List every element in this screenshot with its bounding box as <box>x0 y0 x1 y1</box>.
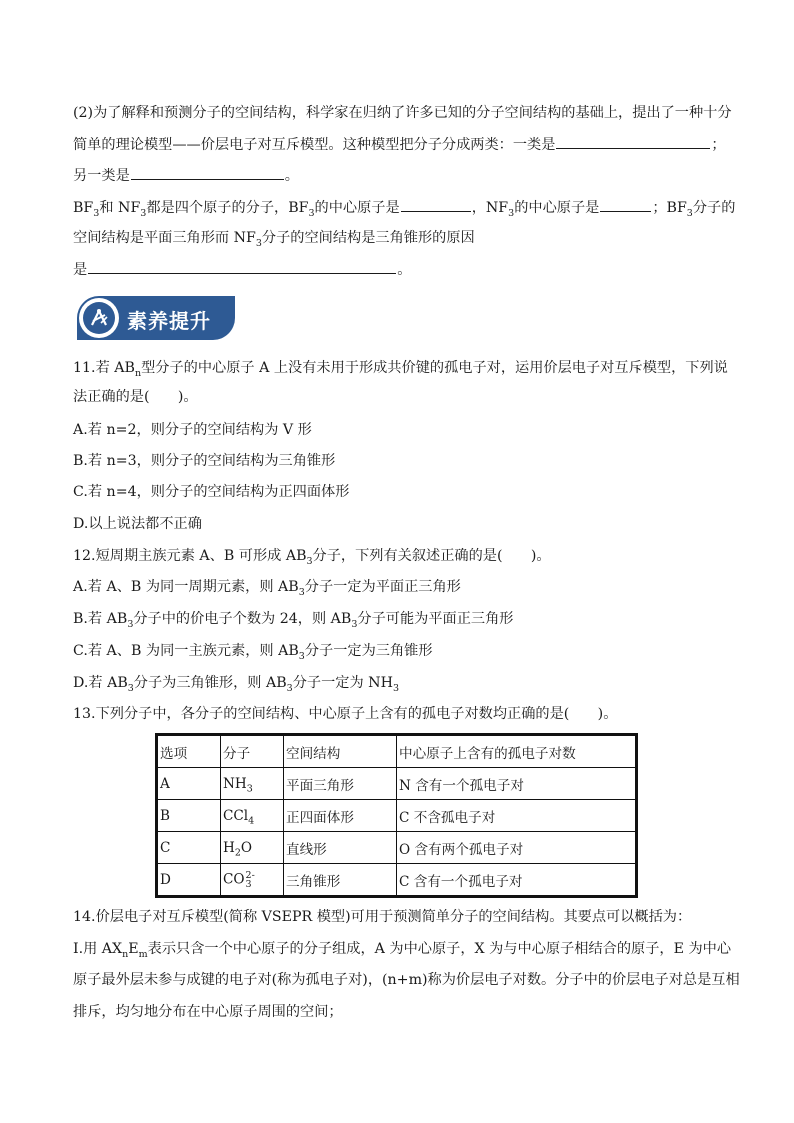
q14-line-2 <box>73 939 732 960</box>
q10-line-2 <box>73 134 726 155</box>
q13-text: 13.下列分子中，各分子的空间结构、中心原子上含有的孤电子对数均正确的是( )。 <box>73 706 618 722</box>
banner-icon-ring <box>79 298 119 338</box>
q10-text: 的中心原子是 <box>514 200 600 216</box>
q10-text: 另一类是 <box>73 168 130 184</box>
subscript: 4 <box>248 815 255 827</box>
cell-shape: 平面三角形 <box>284 768 397 800</box>
q11-stem-line-2 <box>73 387 722 407</box>
table-row <box>157 768 637 800</box>
option-text: D.以上说法都不正确 <box>73 516 202 532</box>
subscript: 2 <box>234 847 241 859</box>
q10-line-4 <box>73 197 736 219</box>
subscript: 3 <box>392 682 399 694</box>
formula: O <box>240 839 253 856</box>
cell-molecule <box>221 800 284 832</box>
table-row <box>157 800 637 832</box>
q10-text: 分子的空间结构是三角锥形的原因 <box>261 230 475 246</box>
header-lone-pairs: 中心原子上含有的孤电子对数 <box>397 735 637 768</box>
subscript: 3 <box>286 682 293 694</box>
section-banner <box>77 296 235 340</box>
compass-ruler-icon <box>83 302 115 334</box>
subscript: 3 <box>351 618 358 630</box>
table-row <box>157 864 637 897</box>
formula: H <box>223 839 235 856</box>
option-text: 分子为三角锥形，则 AB <box>133 675 287 691</box>
subscript: 3 <box>298 586 305 598</box>
subscript: n <box>134 367 142 379</box>
subscript: 3 <box>245 878 252 890</box>
subscript: 3 <box>127 682 134 694</box>
q10-line-5 <box>73 228 722 248</box>
q14-line-4 <box>73 1002 722 1022</box>
cell-molecule <box>221 832 284 864</box>
q12-option-d[interactable] <box>73 673 722 693</box>
option-text: 分子可能为平面正三角形 <box>357 611 514 627</box>
q10-text: 都是四个原子的分子，BF <box>146 200 309 216</box>
q10-text: ，NF <box>471 200 509 216</box>
q12-stem <box>73 546 722 566</box>
q12-option-c[interactable] <box>73 641 722 661</box>
q14-text: Ⅰ.用 AX <box>73 941 123 957</box>
option-text: 分子一定为平面正三角形 <box>304 579 461 595</box>
answer-blank-bf3-center[interactable] <box>401 197 471 212</box>
q12-option-b[interactable] <box>73 609 722 629</box>
cell-molecule <box>221 864 284 897</box>
subscript: m <box>138 948 148 960</box>
cell-shape: 正四面体形 <box>284 800 397 832</box>
cell-shape: 三角锥形 <box>284 864 397 897</box>
superscript: 2- <box>245 869 255 881</box>
ion-charge <box>246 871 255 889</box>
q12-text: 分子，下列有关叙述正确的是( )。 <box>312 548 551 564</box>
table-row <box>157 832 637 864</box>
q10-text: 分子的 <box>692 200 736 216</box>
option-text: 分子一定为 NH <box>292 675 393 691</box>
q13-stem <box>73 704 722 724</box>
q12-text: 12.短周期主族元素 A、B 可形成 AB <box>73 548 307 564</box>
q11-text: 11.若 AB <box>73 360 135 376</box>
answer-blank-nf3-center[interactable] <box>600 197 651 212</box>
option-text: A.若 A、B 为同一周期元素，则 AB <box>73 579 299 595</box>
answer-blank-type-one[interactable] <box>556 134 710 149</box>
subscript: 3 <box>686 207 693 219</box>
q14-text: E <box>128 941 139 957</box>
q13-table <box>155 733 638 898</box>
subscript: n <box>122 948 129 960</box>
q10-text: 。 <box>284 168 299 184</box>
option-text: D.若 AB <box>73 675 128 691</box>
cell-molecule <box>221 768 284 800</box>
option-text: C.若 n=4，则分子的空间结构为正四面体形 <box>73 484 350 500</box>
q10-line-3 <box>73 165 722 186</box>
header-option: 选项 <box>157 735 221 768</box>
q11-option-a[interactable] <box>73 420 722 440</box>
cell-lone-pairs: C 不含孤电子对 <box>397 800 637 832</box>
q12-option-a[interactable] <box>73 577 722 597</box>
cell-option: B <box>157 800 221 832</box>
option-text: 分子一定为三角锥形 <box>304 643 433 659</box>
subscript: 3 <box>127 618 134 630</box>
subscript: 3 <box>306 555 313 567</box>
option-text: 分子中的价电子个数为 24，则 AB <box>133 611 352 627</box>
option-text: C.若 A、B 为同一主族元素，则 AB <box>73 643 299 659</box>
q10-text: 是 <box>73 262 88 278</box>
subscript: 3 <box>246 783 253 795</box>
q14-line-3 <box>73 970 740 990</box>
cell-lone-pairs: O 含有两个孤电子对 <box>397 832 637 864</box>
q10-text: 空间结构是平面三角形而 NF <box>73 230 256 246</box>
cell-lone-pairs: N 含有一个孤电子对 <box>397 768 637 800</box>
subscript: 3 <box>255 237 262 249</box>
q11-option-b[interactable] <box>73 451 722 471</box>
cell-shape: 直线形 <box>284 832 397 864</box>
q10-text: 简单的理论模型——价层电子对互斥模型。这种模型把分子分成两类：一类是 <box>73 137 556 153</box>
q10-text: ；BF <box>652 200 687 216</box>
subscript: 3 <box>308 207 315 219</box>
option-text: A.若 n=2，则分子的空间结构为 V 形 <box>73 422 312 438</box>
q10-text: ； <box>711 137 726 153</box>
q14-text: 14.价层电子对互斥模型(简称 VSEPR 模型)可用于预测简单分子的空间结构。其要点可以概括为： <box>73 909 692 925</box>
subscript: 3 <box>298 650 305 662</box>
formula: NH <box>223 775 247 792</box>
q14-line-1 <box>73 907 722 927</box>
q10-text: 。 <box>397 262 412 278</box>
subscript: 3 <box>140 207 147 219</box>
q11-option-d[interactable] <box>73 514 722 534</box>
q10-line-1 <box>73 103 732 123</box>
q10-text: 和 NF <box>99 200 141 216</box>
section-title: 素养提升 <box>127 309 211 333</box>
option-text: B.若 AB <box>73 611 128 627</box>
cell-option: C <box>157 832 221 864</box>
q10-text: BF <box>73 200 94 216</box>
cell-lone-pairs: C 含有一个孤电子对 <box>397 864 637 897</box>
q10-line-6 <box>73 259 722 280</box>
answer-blank-reason[interactable] <box>88 259 396 274</box>
q11-text: 法正确的是( )。 <box>73 389 198 405</box>
formula: CO <box>223 871 245 887</box>
answer-blank-type-two[interactable] <box>131 165 284 180</box>
header-molecule: 分子 <box>221 735 284 768</box>
cell-option: D <box>157 864 221 897</box>
subscript: 3 <box>508 207 515 219</box>
q11-text: 型分子的中心原子 A 上没有未用于形成共价键的孤电子对，运用价层电子对互斥模型，下列说 <box>141 360 728 376</box>
q11-stem-line-1 <box>73 358 728 379</box>
formula: CCl <box>223 807 249 824</box>
q10-text: 的中心原子是 <box>314 200 400 216</box>
q10-text: (2)为了解释和预测分子的空间结构，科学家在归纳了许多已知的分子空间结构的基础上，提出了一种十分 <box>73 105 732 121</box>
q14-text: 排斥，均匀地分布在中心原子周围的空间； <box>73 1004 343 1020</box>
header-shape: 空间结构 <box>284 735 397 768</box>
q14-text: 表示只含一个中心原子的分子组成，A 为中心原子，X 为与中心原子相结合的原子，E 为中心 <box>147 941 732 957</box>
q11-option-c[interactable] <box>73 482 722 502</box>
option-text: B.若 n=3，则分子的空间结构为三角锥形 <box>73 453 336 469</box>
cell-option: A <box>157 768 221 800</box>
q14-text: 原子最外层未参与成键的电子对(称为孤电子对)，(n+m)称为价层电子对数。分子中的价层电子对总是互相 <box>73 972 740 988</box>
table-header-row <box>157 735 637 768</box>
subscript: 3 <box>93 207 100 219</box>
